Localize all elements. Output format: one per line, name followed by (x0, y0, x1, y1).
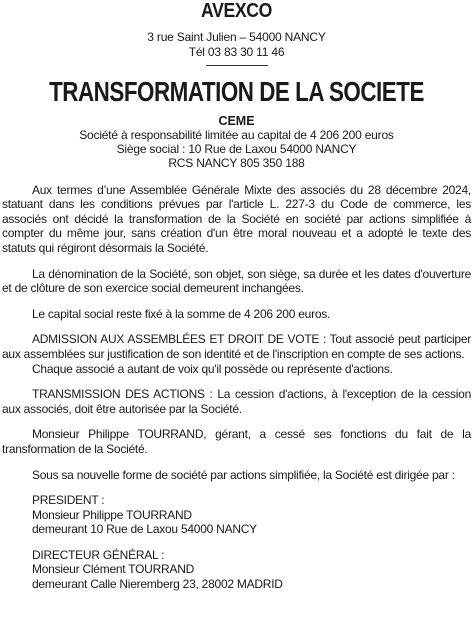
company-block (2, 114, 471, 171)
company-seat: Siège social : 10 Rue de Laxou 54000 NANCY (116, 142, 357, 157)
president-name: Monsieur Philippe TOURRAND (32, 507, 192, 522)
company-name: CEME (218, 114, 255, 128)
paragraph-transmission: TRANSMISSION DES ACTIONS : La cession d'actions, à l'exception de la cession aux associés, doit être autorisée par la Société. (2, 387, 471, 416)
firm-phone: Tél 03 83 30 11 46 (188, 44, 285, 59)
notice-title: TRANSFORMATION DE LA SOCIETE (49, 76, 424, 107)
president-heading: PRESIDENT : (32, 493, 105, 508)
company-rcs: RCS NANCY 805 350 188 (168, 156, 305, 171)
president-block (2, 493, 471, 537)
company-legal-form: Société à responsabilité limitée au capital de 4 206 200 euros (79, 128, 394, 142)
divider (206, 65, 268, 66)
president-address: demeurant 10 Rue de Laxou 54000 NANCY (32, 522, 257, 537)
director-address: demeurant Calle Nieremberg 23, 28002 MADRID (32, 577, 283, 592)
paragraph-capital: Le capital social reste fixé à la somme de 4 206 200 euros. (32, 306, 331, 321)
paragraph-assembly: Aux termes d’une Assemblée Générale Mixte des associés du 28 décembre 2024, statuant dans les conditions prévues par l'article L. 227-3 du Code de commerce, les associés ont décidé la transformation de la Société en société par actions simplifiée à compter du même jour, sans création d'un être moral nouveau et a adopté le texte des statuts qui régiront désormais la Société. (2, 182, 471, 255)
director-heading: DIRECTEUR GÉNÉRAL : (32, 547, 165, 562)
paragraph-management: Sous sa nouvelle forme de société par actions simplifiée, la Société est dirigée par : (32, 467, 455, 482)
firm-address: 3 rue Saint Julien – 54000 NANCY (147, 30, 326, 44)
paragraph-manager: Monsieur Philippe TOURRAND, gérant, a cessé ses fonctions du fait de la transformation de la Société. (2, 427, 471, 456)
firm-name: AVEXCO (201, 0, 272, 22)
director-name: Monsieur Clément TOURRAND (32, 562, 195, 577)
paragraph-admission: ADMISSION AUX ASSEMBLÉES ET DROIT DE VOTE : Tout associé peut participer aux assemblées sur justification de son identité et de l'inscription en compte de ses actions. (2, 332, 471, 361)
director-block (2, 548, 471, 592)
paragraph-voting: Chaque associé a autant de voix qu'il possède ou représente d'actions. (32, 361, 393, 376)
paragraph-denomination: La dénomination de la Société, son objet, son siège, sa durée et les dates d'ouverture et de clôture de son exercice social demeurent inchangées. (2, 266, 471, 296)
